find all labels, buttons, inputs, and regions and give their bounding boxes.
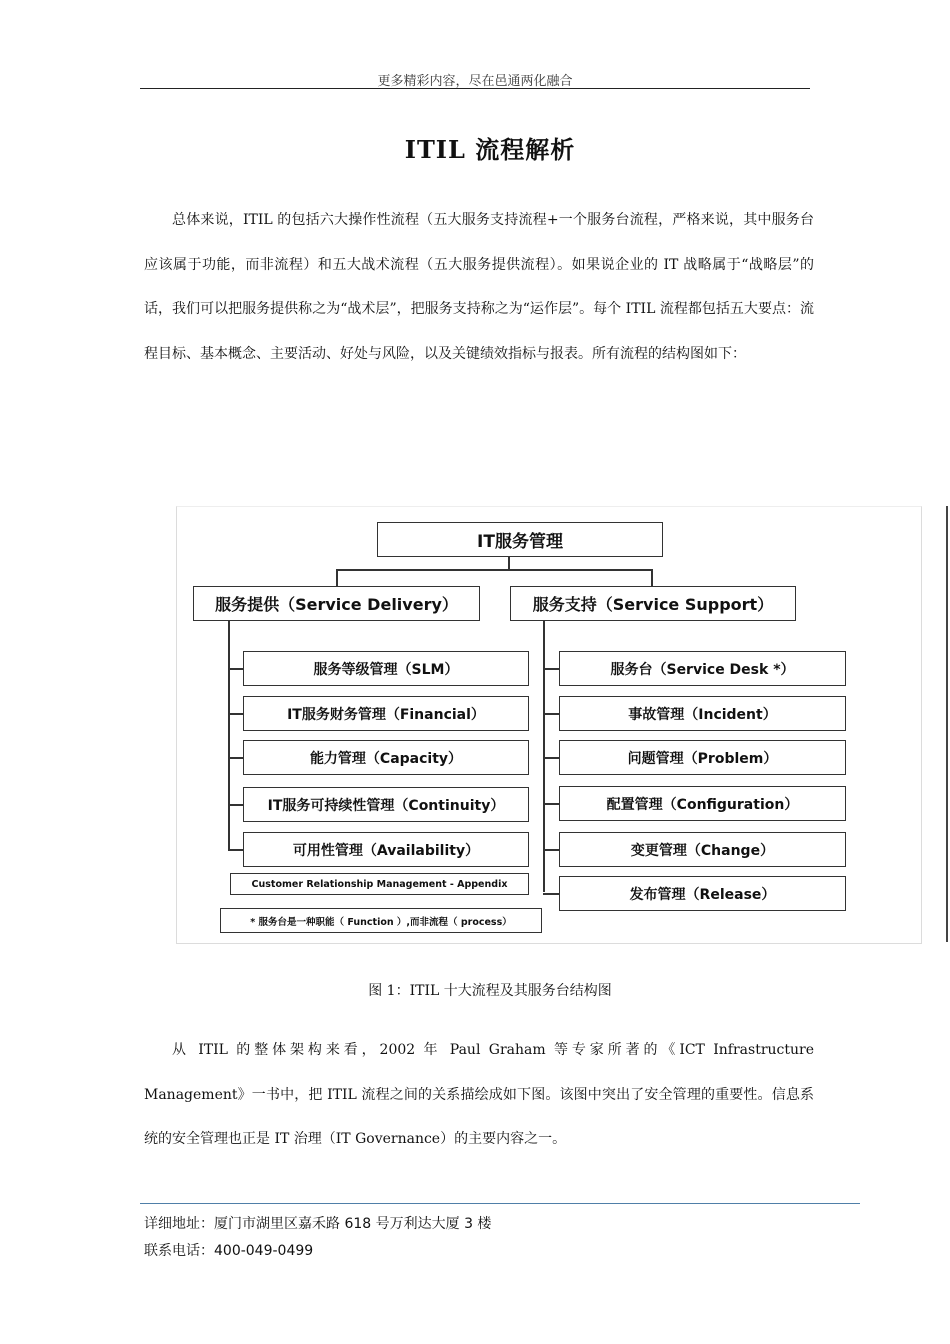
footer-phone: 联系电话：400-049-0499 xyxy=(144,1243,314,1259)
page-header: 更多精彩内容，尽在邑通两化融合 xyxy=(377,74,573,89)
delivery-process-box: IT服务财务管理（Financial） xyxy=(243,696,529,731)
delivery-process-box: 服务等级管理（SLM） xyxy=(243,651,529,686)
support-tick xyxy=(543,803,559,805)
delivery-spine xyxy=(228,620,230,850)
architecture-paragraph: 从 ITIL 的整体架构来看，2002 年 Paul Graham 等专家所著的《ICT Infrastructure Management》一书中，把 ITIL 流程之间的关系描绘成如下图。该图中突出了安全管理的重要性。信息系统的安全管理也正是 IT 治理（IT Governance）的主要内容之一。 xyxy=(144,1042,814,1147)
delivery-process-box: IT服务可持续性管理（Continuity） xyxy=(243,787,529,822)
document-title: ITIL 流程解析 xyxy=(404,135,576,164)
support-process-box: 问题管理（Problem） xyxy=(559,740,846,775)
delivery-process-box: 能力管理（Capacity） xyxy=(243,740,529,775)
delivery-process-box: 可用性管理（Availability） xyxy=(243,832,529,867)
footer-divider xyxy=(140,1203,860,1204)
support-tick xyxy=(543,893,559,895)
appendix-box: Customer Relationship Management - Appendix xyxy=(230,873,529,895)
connector-root-down xyxy=(508,555,510,570)
connector-to-support xyxy=(651,569,653,586)
delivery-tick xyxy=(228,713,243,715)
footer-address: 详细地址：厦门市湖里区嘉禾路 618 号万利达大厦 3 楼 xyxy=(144,1216,492,1232)
support-process-box: 发布管理（Release） xyxy=(559,876,846,911)
figure-edge xyxy=(946,506,948,942)
service-desk-note: * 服务台是一种职能（ Function ）,而非流程（ process） xyxy=(220,908,542,933)
service-delivery-box: 服务提供（Service Delivery） xyxy=(193,586,480,621)
support-tick xyxy=(543,713,559,715)
root-box: IT服务管理 xyxy=(377,522,663,557)
support-process-box: 配置管理（Configuration） xyxy=(559,786,846,821)
delivery-tick xyxy=(228,757,243,759)
delivery-tick xyxy=(228,804,243,806)
support-tick xyxy=(543,849,559,851)
support-spine xyxy=(543,620,545,892)
itil-structure-diagram xyxy=(176,506,922,944)
delivery-tick xyxy=(228,668,243,670)
connector-to-delivery xyxy=(336,569,338,586)
support-process-box: 事故管理（Incident） xyxy=(559,696,846,731)
connector-branch-horizontal xyxy=(336,569,653,571)
service-support-box: 服务支持（Service Support） xyxy=(510,586,796,621)
intro-paragraph: 总体来说，ITIL 的包括六大操作性流程（五大服务支持流程+一个服务台流程，严格来说，其中服务台应该属于功能，而非流程）和五大战术流程（五大服务提供流程）。如果说企业的 IT 战略属于“战略层”的话，我们可以把服务提供称之为“战术层”，把服务支持称之为“运作层”。每个 ITIL 流程都包括五大要点：流程目标、基本概念、主要活动、好处与风险，以及关键绩效指标与报表。所有流程的结构图如下： xyxy=(144,212,814,362)
header-divider xyxy=(140,88,810,89)
support-tick xyxy=(543,668,559,670)
support-process-box: 变更管理（Change） xyxy=(559,832,846,867)
figure-caption: 图 1：ITIL 十大流程及其服务台结构图 xyxy=(368,983,612,999)
delivery-tick xyxy=(228,849,243,851)
support-process-box: 服务台（Service Desk *） xyxy=(559,651,846,686)
support-tick xyxy=(543,757,559,759)
